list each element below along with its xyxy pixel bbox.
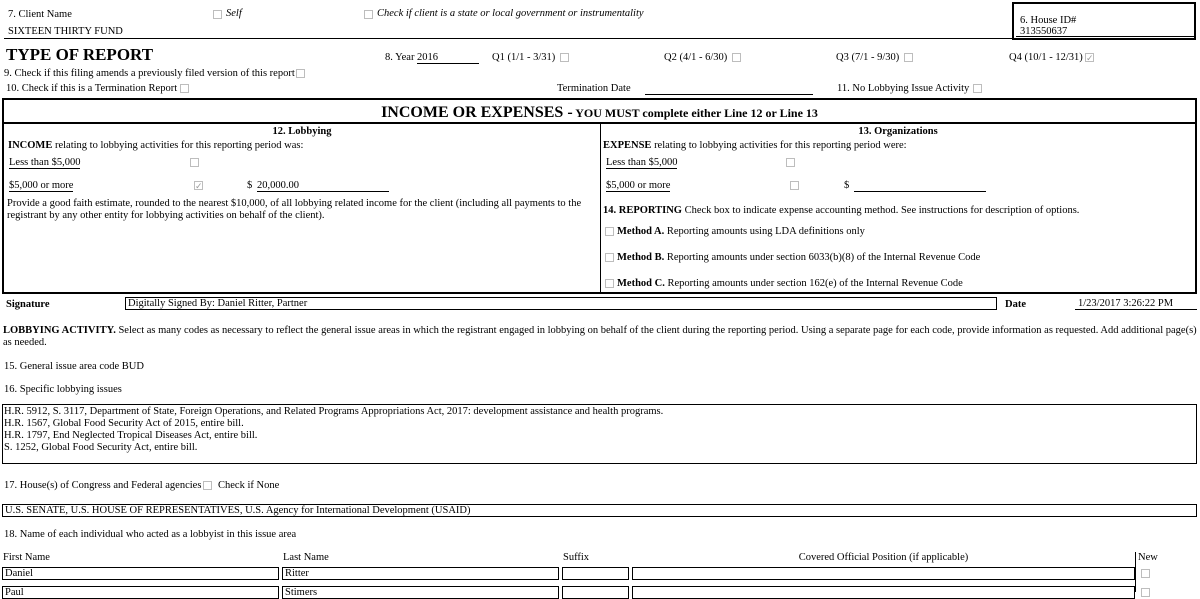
activity-intro-bold: LOBBYING ACTIVITY. <box>3 325 116 336</box>
year-label: 8. Year <box>385 52 415 63</box>
lobbyists-label: 18. Name of each individual who acted as a lobbyist in this issue area <box>4 529 297 540</box>
amend-label: 9. Check if this filing amends a previously filed version of this report <box>4 68 295 79</box>
self-checkbox[interactable] <box>213 10 222 19</box>
q1-label: Q1 (1/1 - 3/31) <box>492 52 556 63</box>
q4-checkbox[interactable]: ✓ <box>1086 53 1094 63</box>
q1-checkbox[interactable] <box>560 53 569 62</box>
lobbying-dollar-sign: $ <box>247 180 253 191</box>
specific-issues-label: 16. Specific lobbying issues <box>4 384 122 395</box>
house-id-value: 313550637 <box>1020 26 1068 37</box>
lobbyist-1-new-checkbox[interactable] <box>1141 569 1150 578</box>
method-a-bold: Method A. <box>617 226 665 237</box>
method-b-row <box>617 252 980 263</box>
no-activity-checkbox[interactable] <box>973 84 982 93</box>
organizations-amount[interactable] <box>854 191 986 192</box>
method-b-checkbox[interactable] <box>605 253 614 262</box>
client-name-underline <box>4 38 1012 39</box>
state-gov-checkbox[interactable] <box>364 10 373 19</box>
issue-code-label: 15. General issue area code BUD <box>4 361 144 372</box>
method-c-bold: Method C. <box>617 278 665 289</box>
header-last-name: Last Name <box>283 552 329 563</box>
lobbyist-1-position[interactable] <box>632 567 1135 580</box>
income-expenses-subtitle: YOU MUST complete either Line 12 or Line 13 <box>575 106 818 120</box>
issue-line-1: H.R. 5912, S. 3117, Department of State, Foreign Operations, and Related Programs Appropriations Act, 2017: development assistance and health programs. <box>4 406 664 417</box>
new-column-divider <box>1135 552 1136 592</box>
lobbying-estimate-line-1: Provide a good faith estimate, rounded to the nearest $10,000, of all lobbying related income for the client (including all payments to the <box>7 198 582 209</box>
termination-date-label: Termination Date <box>557 83 631 94</box>
lobbyist-2-position[interactable] <box>632 586 1135 599</box>
agencies-none-checkbox[interactable] <box>203 481 212 490</box>
organizations-less-label: Less than $5,000 <box>606 157 678 168</box>
method-c-text: Reporting amounts under section 162(e) of the Internal Revenue Code <box>667 278 963 289</box>
specific-issues-box[interactable] <box>2 404 1197 464</box>
house-id-box <box>1012 2 1196 40</box>
header-first-name: First Name <box>3 552 50 563</box>
type-of-report-title: TYPE OF REPORT <box>6 45 154 64</box>
lobbying-estimate-line-2: registrant by any other entity for lobbying activities on behalf of the client). <box>7 210 325 221</box>
header-position: Covered Official Position (if applicable) <box>798 552 969 563</box>
q2-checkbox[interactable] <box>732 53 741 62</box>
income-expenses-column-divider <box>600 124 601 294</box>
date-field[interactable]: 1/23/2017 3:26:22 PM <box>1075 297 1197 310</box>
q4-label: Q4 (10/1 - 12/31) <box>1009 52 1083 63</box>
income-expenses-heading <box>4 104 1195 122</box>
lobbyist-2-last-name[interactable]: Stimers <box>282 586 559 599</box>
method-a-row <box>617 226 865 237</box>
issue-line-3: H.R. 1797, End Neglected Tropical Diseases Act, entire bill. <box>4 430 258 441</box>
house-id-label: 6. House ID# <box>1020 15 1077 26</box>
method-c-checkbox[interactable] <box>605 279 614 288</box>
organizations-less-checkbox[interactable] <box>786 158 795 167</box>
termination-date-field[interactable] <box>645 94 813 95</box>
signature-field[interactable]: Digitally Signed By: Daniel Ritter, Partner <box>125 297 997 310</box>
lobbyist-1-first-name[interactable]: Daniel <box>2 567 279 580</box>
method-a-checkbox[interactable] <box>605 227 614 236</box>
lobbying-intro-text: relating to lobbying activities for this reporting period was: <box>54 140 304 151</box>
organizations-header: 13. Organizations <box>858 126 938 137</box>
organizations-intro-text: relating to lobbying activities for this reporting period were: <box>654 140 907 151</box>
q3-label: Q3 (7/1 - 9/30) <box>836 52 900 63</box>
organizations-intro <box>603 140 907 151</box>
issue-line-2: H.R. 1567, Global Food Security Act of 2015, entire bill. <box>4 418 244 429</box>
self-label: Self <box>226 8 242 19</box>
method-b-text: Reporting amounts under section 6033(b)(8) of the Internal Revenue Code <box>666 252 981 263</box>
reporting-bold: 14. REPORTING <box>603 205 682 216</box>
activity-intro-line-1 <box>3 325 1197 336</box>
income-expenses-title: INCOME OR EXPENSES - <box>381 104 573 121</box>
lobbyist-1-last-name[interactable]: Ritter <box>282 567 559 580</box>
lobbying-intro <box>8 140 303 151</box>
check-if-none-label: Check if None <box>218 480 280 491</box>
lobbying-amount[interactable]: 20,000.00 <box>257 180 389 192</box>
year-value: 2016 <box>417 52 479 64</box>
header-new: New <box>1138 552 1158 563</box>
method-c-row <box>617 278 963 289</box>
organizations-dollar-sign: $ <box>844 180 850 191</box>
method-b-bold: Method B. <box>617 252 665 263</box>
lobbyist-2-first-name[interactable]: Paul <box>2 586 279 599</box>
state-gov-label: Check if client is a state or local government or instrumentality <box>377 8 644 19</box>
termination-label: 10. Check if this is a Termination Report <box>6 83 178 94</box>
lobbying-less-checkbox[interactable] <box>190 158 199 167</box>
client-name-value: SIXTEEN THIRTY FUND <box>8 26 123 37</box>
client-name-label: 7. Client Name <box>8 9 72 20</box>
q2-label: Q2 (4/1 - 6/30) <box>664 52 728 63</box>
agencies-field[interactable]: U.S. SENATE, U.S. HOUSE OF REPRESENTATIVES, U.S. Agency for International Development (USAID) <box>2 504 1197 517</box>
lobbyist-2-new-checkbox[interactable] <box>1141 588 1150 597</box>
signature-label: Signature <box>6 299 50 310</box>
agencies-label: 17. House(s) of Congress and Federal agencies <box>4 480 202 491</box>
issue-line-4: S. 1252, Global Food Security Act, entire bill. <box>4 442 198 453</box>
activity-intro-text: Select as many codes as necessary to reflect the general issue areas in which the registrant engaged in lobbying on behalf of the client during the reporting period. Using a separate page for each code, provide information as requested. Add additional page(s) <box>118 325 1197 336</box>
organizations-more-label: $5,000 or more <box>606 180 671 191</box>
lobbyist-1-suffix[interactable] <box>562 567 629 580</box>
q3-checkbox[interactable] <box>904 53 913 62</box>
lobbying-intro-bold: INCOME <box>8 140 53 151</box>
lobbying-more-label: $5,000 or more <box>9 180 74 191</box>
reporting-text: Check box to indicate expense accounting method. See instructions for description of options. <box>684 205 1080 216</box>
amend-checkbox[interactable] <box>296 69 305 78</box>
reporting-instructions <box>603 205 1079 216</box>
organizations-intro-bold: EXPENSE <box>603 140 652 151</box>
activity-intro-line-2: as needed. <box>3 337 47 348</box>
lobbyist-2-suffix[interactable] <box>562 586 629 599</box>
no-activity-label: 11. No Lobbying Issue Activity <box>837 83 970 94</box>
method-a-text: Reporting amounts using LDA definitions only <box>666 226 865 237</box>
lobbying-less-label: Less than $5,000 <box>9 157 81 168</box>
income-expenses-section <box>2 98 1197 294</box>
termination-checkbox[interactable] <box>180 84 189 93</box>
house-id-underline <box>1016 36 1194 37</box>
header-suffix: Suffix <box>563 552 590 563</box>
date-label: Date <box>1005 299 1026 310</box>
date-field-underline <box>1075 309 1197 310</box>
lobbying-header: 12. Lobbying <box>272 126 332 137</box>
lobbying-more-checkbox[interactable]: ✓ <box>195 181 203 191</box>
organizations-more-checkbox[interactable] <box>790 181 799 190</box>
